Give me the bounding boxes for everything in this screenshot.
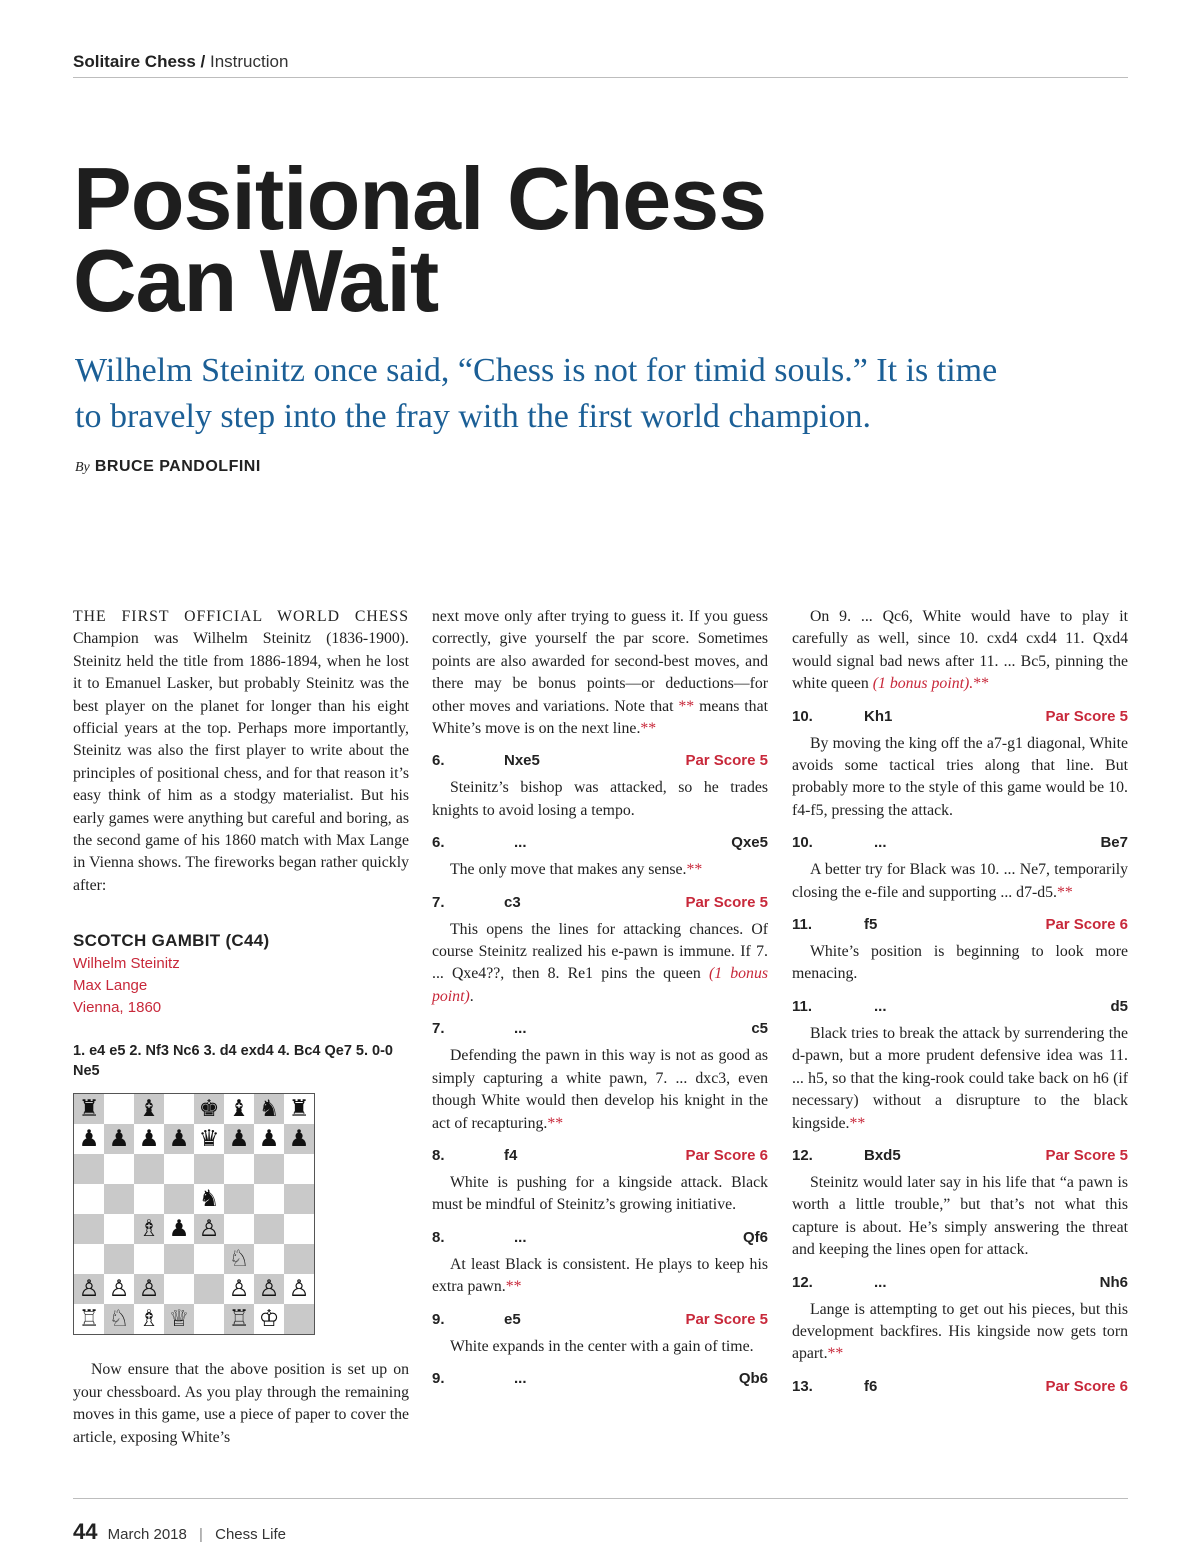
square-d7: ♟ xyxy=(164,1124,194,1154)
column-3 xyxy=(792,606,1128,1403)
square-f5 xyxy=(224,1184,254,1214)
star-marker: ** xyxy=(547,1114,564,1132)
square-a7: ♟ xyxy=(74,1124,104,1154)
square-g7: ♟ xyxy=(254,1124,284,1154)
square-e1 xyxy=(194,1304,224,1334)
move-line xyxy=(432,1020,768,1037)
square-a4 xyxy=(74,1214,104,1244)
move-number: 9. xyxy=(432,1310,445,1328)
move-notation: Bxd5 xyxy=(864,1146,901,1164)
comment-text: On 9. ... Qc6, White would have to play it carefully as well, since 10. cxd4 cxd4 11. Qxd4 would signal bad news after 11. ... Bc5, pinning the white queen xyxy=(792,608,1128,693)
move-notation: Qb6 xyxy=(738,1369,768,1387)
move-number: 11. xyxy=(792,997,813,1015)
lead-in: THE FIRST OFFICIAL WORLD CHESS xyxy=(73,608,409,625)
square-h6 xyxy=(284,1154,314,1184)
move-comment: Steinitz’s bishop was attacked, so he trades knights to avoid losing a tempo. xyxy=(432,779,768,819)
star-marker: ** xyxy=(973,675,989,693)
move-number: 7. xyxy=(432,1020,445,1038)
square-d6 xyxy=(164,1154,194,1184)
chess-diagram xyxy=(73,1093,315,1335)
move-comment xyxy=(792,859,1128,904)
move-line xyxy=(432,834,768,851)
move-comment: Steinitz would later say in his life that “a pawn is worth a little trouble,” but that’s not what this capture is about. He’s simply answering the threat and keeping the lines open for attack. xyxy=(792,1173,1128,1259)
move-comment: White is pushing for a kingside attack. Black must be mindful of Steinitz’s growing initiative. xyxy=(432,1173,768,1214)
column-2 xyxy=(432,606,768,1395)
move-notation: f5 xyxy=(864,916,878,934)
move-line xyxy=(792,834,1128,851)
move-dots: ... xyxy=(514,1228,527,1246)
header-slash: / xyxy=(195,52,210,71)
square-h1 xyxy=(284,1304,314,1334)
instructions-text: next move only after trying to guess it. If you guess correctly, give yourself the par score. Sometimes points are also awarded for second-best moves, and there may be bonus points—or deductions—for other moves and variations. Note that xyxy=(432,608,768,715)
move-line xyxy=(432,752,768,769)
par-score: Par Score 5 xyxy=(685,752,768,770)
move-number: 7. xyxy=(432,893,445,911)
square-g8: ♞ xyxy=(254,1094,284,1124)
square-e3 xyxy=(194,1244,224,1274)
square-b4 xyxy=(104,1214,134,1244)
move-number: 11. xyxy=(792,916,813,934)
move-number: 13. xyxy=(792,1377,813,1395)
square-a6 xyxy=(74,1154,104,1184)
square-c6 xyxy=(134,1154,164,1184)
title-line-2: Can Wait xyxy=(73,231,439,330)
square-f7: ♟ xyxy=(224,1124,254,1154)
move-notation: f6 xyxy=(864,1377,878,1395)
move-dots: ... xyxy=(874,997,887,1015)
square-c4: ♗ xyxy=(134,1214,164,1244)
par-score: Par Score 5 xyxy=(685,1310,768,1328)
column-1 xyxy=(73,606,409,1449)
move-line xyxy=(792,916,1128,933)
square-g6 xyxy=(254,1154,284,1184)
move-line xyxy=(432,1311,768,1328)
move-dots: ... xyxy=(514,834,527,852)
square-e5: ♞ xyxy=(194,1184,224,1214)
page-number: 44 xyxy=(73,1519,98,1544)
move-line xyxy=(432,1147,768,1164)
move-notation: c5 xyxy=(751,1020,768,1038)
move-notation: Nxe5 xyxy=(504,752,540,770)
byline-author: BRUCE PANDOLFINI xyxy=(94,458,261,475)
square-c3 xyxy=(134,1244,164,1274)
move-dots: ... xyxy=(514,1020,527,1038)
byline xyxy=(75,456,261,476)
square-a2: ♙ xyxy=(74,1274,104,1304)
move-line xyxy=(792,1147,1128,1164)
move-comment: White’s position is beginning to look more menacing. xyxy=(792,943,1128,983)
bonus-note: (1 bonus point). xyxy=(872,675,974,693)
move-number: 6. xyxy=(432,834,445,852)
square-a5 xyxy=(74,1184,104,1214)
comment-text: A better try for Black was 10. ... Ne7, temporarily closing the e-file and supporting ... d7-d5. xyxy=(792,861,1128,901)
intro-paragraph xyxy=(73,606,409,897)
move-number: 10. xyxy=(792,834,813,852)
square-h5 xyxy=(284,1184,314,1214)
square-c7: ♟ xyxy=(134,1124,164,1154)
par-score: Par Score 5 xyxy=(1045,1146,1128,1164)
comment-text: The only move that makes any sense. xyxy=(450,861,687,879)
move-line xyxy=(792,1274,1128,1291)
square-h8: ♜ xyxy=(284,1094,314,1124)
square-f8: ♝ xyxy=(224,1094,254,1124)
square-g2: ♙ xyxy=(254,1274,284,1304)
page-footer xyxy=(73,1498,1128,1545)
square-f4 xyxy=(224,1214,254,1244)
comment-text: This opens the lines for attacking chances. Of course Steinitz realized his e-pawn is immune. If 7. ... Qxe4??, then 8. Re1 pins the queen xyxy=(432,920,768,983)
square-d2 xyxy=(164,1274,194,1304)
square-g1: ♔ xyxy=(254,1304,284,1334)
section-name: Solitaire Chess xyxy=(73,52,196,71)
intro-text: Champion was Wilhelm Steinitz (1836-1900). Steinitz held the title from 1886-1894, when he lost it to Emanuel Lasker, but probably Steinitz was the best player on the planet for longer than his eight official years at the top. Perhaps more importantly, Steinitz was also the first player to write about the principles of positional chess, and for that reason it’s easy think of him as a stodgy materialist. But his early games were anything but careful and boring, as the second game of his 1860 match with Max Lange in Vienna shows. The fireworks began rather quickly after: xyxy=(73,630,409,894)
square-a1: ♖ xyxy=(74,1304,104,1334)
comment-text: Defending the pawn in this way is not as good as simply capturing a white pawn, 7. ... dxc3, even though White would then develop his knight in the act of recapturing. xyxy=(432,1047,768,1132)
square-g3 xyxy=(254,1244,284,1274)
square-h4 xyxy=(284,1214,314,1244)
square-a8: ♜ xyxy=(74,1094,104,1124)
move-line xyxy=(792,1378,1128,1395)
move-notation: c3 xyxy=(504,893,521,911)
game-title: SCOTCH GAMBIT (C44) xyxy=(73,931,270,951)
move-line xyxy=(792,998,1128,1015)
subsection-name: Instruction xyxy=(210,52,289,71)
white-player: Wilhelm Steinitz xyxy=(73,955,180,973)
instructions-paragraph xyxy=(432,606,768,740)
move-notation: Qf6 xyxy=(742,1228,768,1246)
move-number: 8. xyxy=(432,1228,445,1246)
square-e4: ♙ xyxy=(194,1214,224,1244)
move-notation: e5 xyxy=(504,1310,521,1328)
move-comment xyxy=(432,859,768,881)
game-place: Vienna, 1860 xyxy=(73,999,162,1017)
square-e2 xyxy=(194,1274,224,1304)
running-header xyxy=(73,52,1128,78)
comment-text: Lange is attempting to get out his pieces, but this development backfires. His kingside now gets torn apart. xyxy=(792,1300,1128,1363)
square-b5 xyxy=(104,1184,134,1214)
move-dots: ... xyxy=(874,834,887,852)
square-d8 xyxy=(164,1094,194,1124)
square-h2: ♙ xyxy=(284,1274,314,1304)
square-f1: ♖ xyxy=(224,1304,254,1334)
square-c1: ♗ xyxy=(134,1304,164,1334)
move-number: 9. xyxy=(432,1369,445,1387)
after-board-paragraph: Now ensure that the above position is set up on your chessboard. As you play through the remaining moves in this game, use a piece of paper to cover the article, exposing White’s xyxy=(73,1361,409,1446)
move-number: 12. xyxy=(792,1273,813,1291)
square-b3 xyxy=(104,1244,134,1274)
move-notation: Nh6 xyxy=(1099,1273,1128,1291)
move-number: 6. xyxy=(432,752,445,770)
square-h3 xyxy=(284,1244,314,1274)
move-notation: Be7 xyxy=(1100,834,1128,852)
square-b7: ♟ xyxy=(104,1124,134,1154)
deck-line-1: Wilhelm Steinitz once said, “Chess is not for timid souls.” It is time xyxy=(75,352,998,389)
par-score: Par Score 5 xyxy=(685,893,768,911)
star-marker: ** xyxy=(640,720,657,738)
square-e8: ♚ xyxy=(194,1094,224,1124)
opening-moves: 1. e4 e5 2. Nf3 Nc6 3. d4 exd4 4. Bc4 Qe7 5. 0-0 Ne5 xyxy=(73,1043,393,1080)
move-notation: d5 xyxy=(1110,997,1128,1015)
star-marker: ** xyxy=(678,697,695,715)
move-notation: Qxe5 xyxy=(731,834,768,852)
square-h7: ♟ xyxy=(284,1124,314,1154)
square-d4: ♟ xyxy=(164,1214,194,1244)
magazine-name: Chess Life xyxy=(215,1526,286,1543)
move-number: 10. xyxy=(792,707,813,725)
move-number: 8. xyxy=(432,1146,445,1164)
footer-divider: | xyxy=(199,1526,203,1543)
move-comment: White expands in the center with a gain of time. xyxy=(450,1337,754,1355)
move-dots: ... xyxy=(514,1369,527,1387)
continuation-paragraph xyxy=(792,606,1128,696)
article-title xyxy=(73,149,767,330)
byline-by: By xyxy=(75,460,90,475)
square-b1: ♘ xyxy=(104,1304,134,1334)
square-c2: ♙ xyxy=(134,1274,164,1304)
star-marker: ** xyxy=(827,1345,844,1363)
move-line xyxy=(432,1370,768,1387)
star-marker: ** xyxy=(1056,883,1073,901)
move-number: 12. xyxy=(792,1146,813,1164)
square-c8: ♝ xyxy=(134,1094,164,1124)
move-line xyxy=(792,708,1128,725)
bonus-note: (1 bonus point) xyxy=(432,965,768,1005)
square-e6 xyxy=(194,1154,224,1184)
issue-date: March 2018 xyxy=(107,1526,187,1543)
move-comment xyxy=(432,1045,768,1135)
article-deck xyxy=(75,348,1135,440)
move-notation: Kh1 xyxy=(864,707,893,725)
par-score: Par Score 6 xyxy=(685,1146,768,1164)
square-d1: ♕ xyxy=(164,1304,194,1334)
black-player: Max Lange xyxy=(73,977,148,995)
square-b8 xyxy=(104,1094,134,1124)
move-comment xyxy=(432,1254,768,1299)
star-marker: ** xyxy=(686,861,703,879)
game-info xyxy=(73,953,409,1019)
star-marker: ** xyxy=(505,1278,522,1296)
square-a3 xyxy=(74,1244,104,1274)
title-line-1: Positional Chess xyxy=(73,149,767,248)
par-score: Par Score 6 xyxy=(1045,1377,1128,1395)
move-line xyxy=(432,894,768,911)
square-b6 xyxy=(104,1154,134,1184)
square-f6 xyxy=(224,1154,254,1184)
square-d3 xyxy=(164,1244,194,1274)
square-g4 xyxy=(254,1214,284,1244)
move-line xyxy=(432,1229,768,1246)
square-f3: ♘ xyxy=(224,1244,254,1274)
move-comment xyxy=(792,1023,1128,1135)
par-score: Par Score 6 xyxy=(1045,916,1128,934)
square-g5 xyxy=(254,1184,284,1214)
square-c5 xyxy=(134,1184,164,1214)
move-notation: f4 xyxy=(504,1146,518,1164)
comment-text: Black tries to break the attack by surrendering the d-pawn, but a more prudent defensive idea was 11. ... h5, so that the king-rook could take back on h6 (if necessary) without a disrupture to the black kingside. xyxy=(792,1024,1128,1132)
square-d5 xyxy=(164,1184,194,1214)
square-b2: ♙ xyxy=(104,1274,134,1304)
comment-text: At least Black is consistent. He plays to keep his extra pawn. xyxy=(432,1255,768,1296)
instructions-text-end: means that White’s move is on the next line. xyxy=(432,697,768,738)
move-comment: By moving the king off the a7-g1 diagonal, White avoids some tactical tries along that line. But probably more to the style of this game would be 10. f4-f5, pressing the attack. xyxy=(792,734,1128,819)
move-comment xyxy=(792,1299,1128,1366)
deck-line-2: to bravely step into the fray with the first world champion. xyxy=(75,398,871,435)
star-marker: ** xyxy=(849,1114,866,1132)
par-score: Par Score 5 xyxy=(1045,707,1128,725)
square-f2: ♙ xyxy=(224,1274,254,1304)
square-e7: ♛ xyxy=(194,1124,224,1154)
move-dots: ... xyxy=(874,1273,887,1291)
move-comment: This opens the lines for attacking chances. Of course Steinitz realized his e-pawn is immune. If 7. ... Qxe4??, then 8. Re1 pins the queen (1 bonus point). xyxy=(432,920,768,1005)
